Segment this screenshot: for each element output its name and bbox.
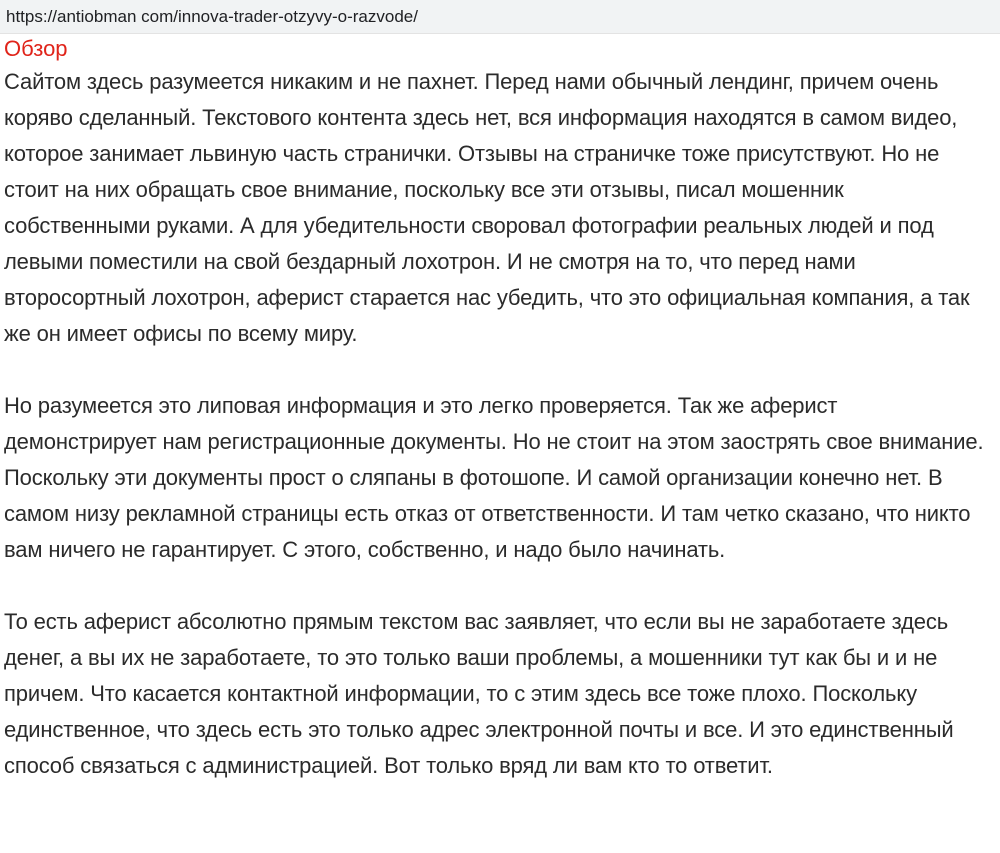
url-text[interactable]: https://antiobman com/innova-trader-otzyvy-o-razvode/ [6, 7, 418, 26]
article [0, 34, 1000, 784]
paragraph-3: То есть аферист абсолютно прямым текстом вас заявляет, что если вы не заработаете здесь денег, а вы их не заработаете, то это только ваши проблемы, а мошенники тут как бы и и не причем. Что касается контактной информации, то с этим здесь все тоже плохо. Поскольку единственное, что здесь есть это только адрес электронной почты и все. И это единственный способ связаться с администрацией. Вот только вряд ли вам кто то ответит. [4, 609, 954, 778]
paragraph-1: Сайтом здесь разумеется никаким и не пахнет. Перед нами обычный лендинг, причем очень коряво сделанный. Текстового контента здесь нет, вся информация находятся в самом видео, которое занимает львиную часть странички. Отзывы на страничке тоже присутствуют. Но не стоит на них обращать свое внимание, поскольку все эти отзывы, писал мошенник собственными руками. А для убедительности своровал фотографии реальных людей и под левыми поместили на свой бездарный лохотрон. И не смотря на то, что перед нами второсортный лохотрон, аферист старается нас убедить, что это официальная компания, а так же он имеет офисы по всему миру. [4, 69, 970, 346]
section-title: Обзор [4, 36, 68, 61]
paragraph-2: Но разумеется это липовая информация и это легко проверяется. Так же аферист демонстрирует нам регистрационные документы. Но не стоит на этом заострять свое внимание. Поскольку эти документы прост о сляпаны в фотошопе. И самой организации конечно нет. В самом низу рекламной страницы есть отказ от ответственности. И там четко сказано, что никто вам ничего не гарантирует. С этого, собственно, и надо было начинать. [4, 393, 984, 562]
address-bar[interactable] [0, 0, 1000, 34]
